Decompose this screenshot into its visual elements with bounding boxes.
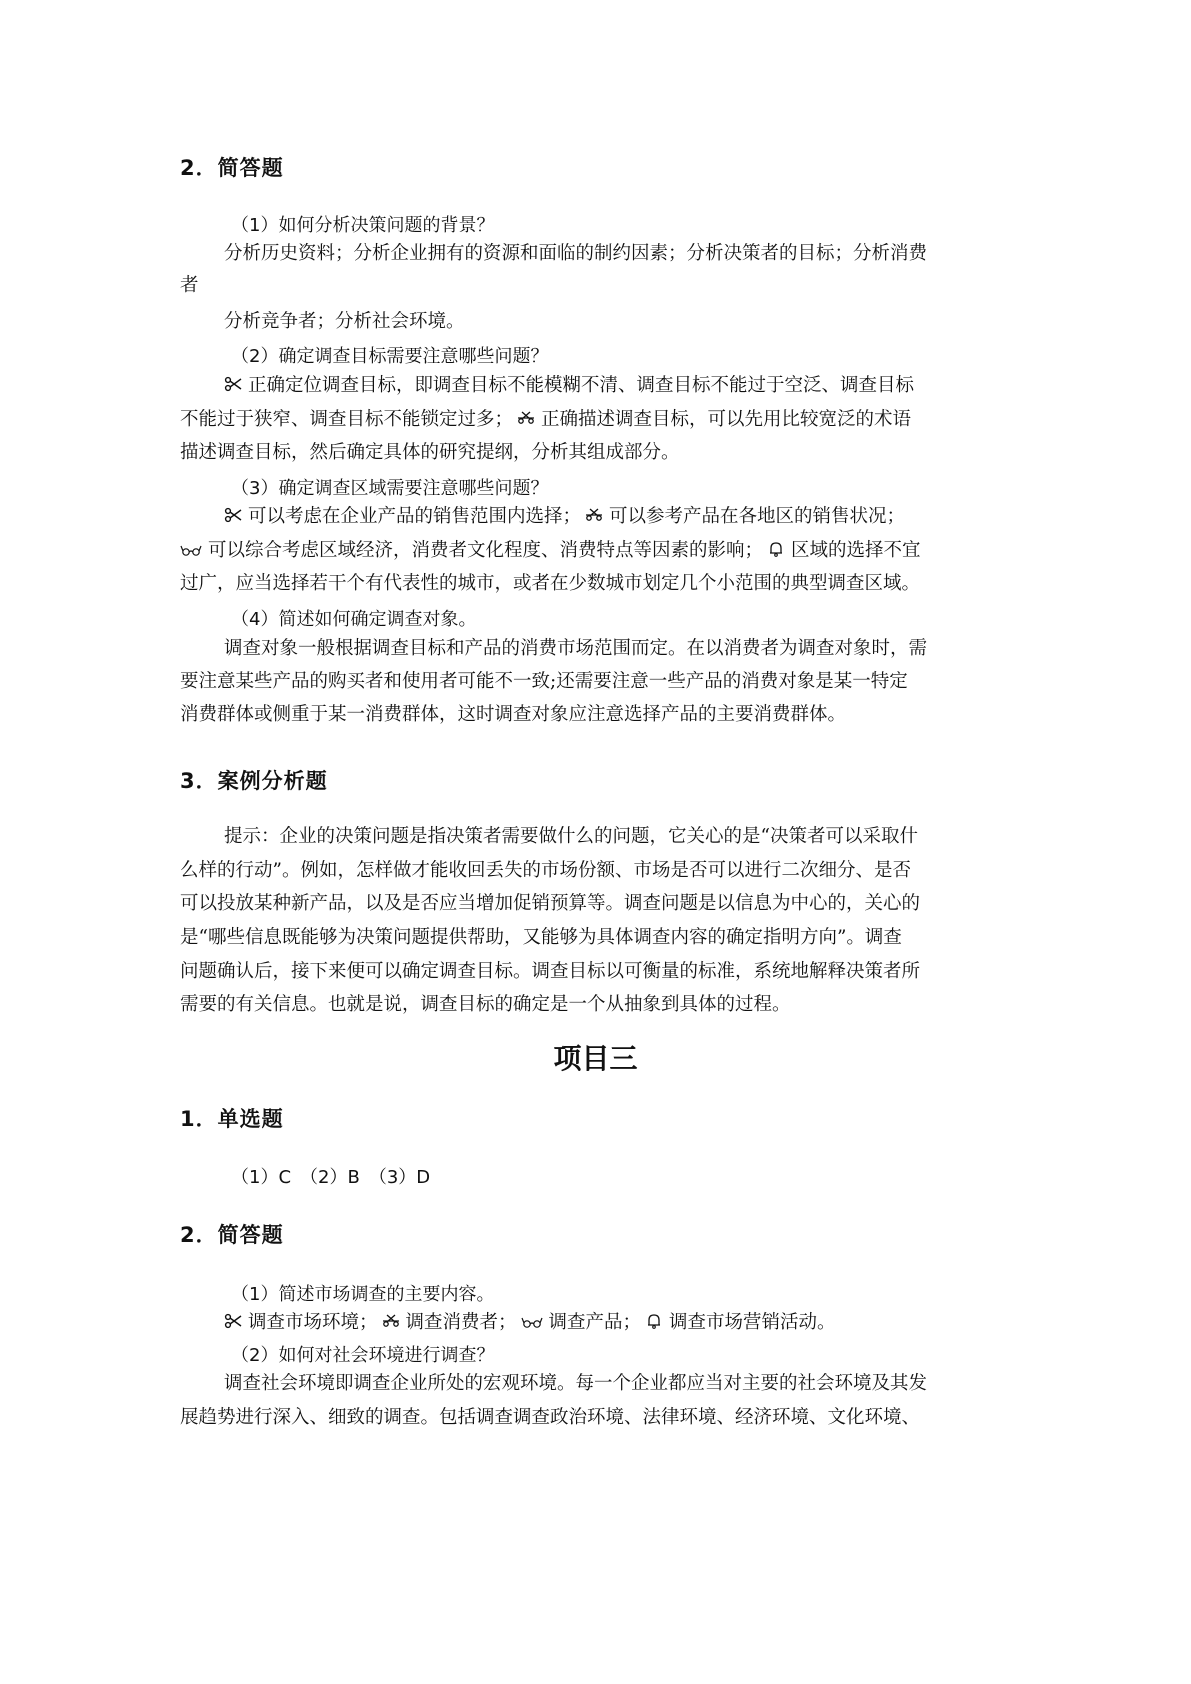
- answer-2-line-3: 描述调查目标，然后确定具体的研究提纲，分析其组成部分。: [180, 442, 680, 463]
- project-answer-1a: 调查市场环境；: [248, 1312, 378, 1333]
- answer-3-line-1: [180, 500, 1016, 534]
- answer-3-line-3: 过广，应当选择若干个有代表性的城市，或者在少数城市划定几个小范围的典型调查区域。: [180, 573, 921, 594]
- scissors-alt-icon: [382, 1312, 400, 1330]
- question-2: （2）确定调查目标需要注意哪些问题？: [231, 346, 549, 367]
- scissors-icon: [224, 375, 242, 393]
- project-answer-2-line-1: 调查社会环境即调查企业所处的宏观环境。每一个企业都应当对主要的社会环境及其发: [224, 1373, 928, 1394]
- project-answer-1: [180, 1306, 1016, 1340]
- answer-4-line-2: 要注意某些产品的购买者和使用者可能不一致;还需要注意一些产品的消费对象是某一特定: [180, 671, 908, 692]
- bell-icon: [767, 540, 785, 558]
- question-4: （4）简述如何确定调查对象。: [231, 609, 477, 630]
- answer-3-line-2: [180, 534, 1016, 568]
- scissors-icon: [224, 1312, 242, 1330]
- project-answer-1d: 调查市场营销活动。: [669, 1312, 836, 1333]
- answer-4-line-3: 消费群体或侧重于某一消费群体，这时调查对象应注意选择产品的主要消费群体。: [180, 704, 847, 725]
- answer-2-text-1: 正确定位调查目标，即调查目标不能模糊不清、调查目标不能过于空泛、调查目标: [248, 375, 915, 396]
- question-1: （1）如何分析决策问题的背景？: [231, 215, 495, 236]
- case-line-3: 可以投放某种新产品，以及是否应当增加促销预算等。调查问题是以信息为中心的，关心的: [180, 893, 921, 914]
- answer-3-text-1b: 可以参考产品在各地区的销售状况；: [609, 506, 906, 527]
- case-line-6: 需要的有关信息。也就是说，调查目标的确定是一个从抽象到具体的过程。: [180, 994, 791, 1015]
- bell-icon: [645, 1312, 663, 1330]
- glasses-icon: [180, 540, 202, 558]
- answer-3-text-1a: 可以考虑在企业产品的销售范围内选择；: [248, 506, 582, 527]
- section-heading-case-analysis: 3．案例分析题: [180, 769, 328, 793]
- project-question-1: （1）简述市场调查的主要内容。: [231, 1284, 495, 1305]
- answer-3-text-2a: 可以综合考虑区域经济，消费者文化程度、消费特点等因素的影响；: [208, 540, 764, 561]
- case-line-1: 提示：企业的决策问题是指决策者需要做什么的问题，它关心的是“决策者可以采取什: [224, 826, 918, 847]
- section-heading-short-answer: 2．简答题: [180, 156, 284, 180]
- section-heading-multiple-choice: 1．单选题: [180, 1107, 284, 1131]
- project-question-2: （2）如何对社会环境进行调查？: [231, 1345, 495, 1366]
- multiple-choice-answers: （1）C （2）B （3）D: [231, 1167, 431, 1188]
- project-answer-1c: 调查产品；: [548, 1312, 642, 1333]
- scissors-alt-icon: [585, 506, 603, 524]
- section-heading-short-answer-2: 2．简答题: [180, 1223, 284, 1247]
- scissors-icon: [224, 506, 242, 524]
- case-line-4: 是“哪些信息既能够为决策问题提供帮助，又能够为具体调查内容的确定指明方向”。调查: [180, 927, 902, 948]
- case-line-2: 么样的行动”。例如，怎样做才能收回丢失的市场份额、市场是否可以进行二次细分、是否: [180, 860, 911, 881]
- answer-3-text-2b: 区域的选择不宜: [791, 540, 921, 561]
- answer-4-line-1: 调查对象一般根据调查目标和产品的消费市场范围而定。在以消费者为调查对象时，需: [224, 638, 928, 659]
- scissors-alt-icon: [517, 409, 535, 427]
- answer-1-line-1: 分析历史资料；分析企业拥有的资源和面临的制约因素；分析决策者的目标；分析消费: [224, 243, 928, 264]
- answer-1-line-2: 者: [180, 275, 199, 296]
- project-title: 项目三: [553, 1042, 638, 1075]
- project-answer-2-line-2: 展趋势进行深入、细致的调查。包括调查调查政治环境、法律环境、经济环境、文化环境、: [180, 1407, 921, 1428]
- project-answer-1b: 调查消费者；: [405, 1312, 517, 1333]
- case-line-5: 问题确认后，接下来便可以确定调查目标。调查目标以可衡量的标准，系统地解释决策者所: [180, 961, 921, 982]
- glasses-icon: [521, 1312, 543, 1330]
- answer-1-line-3: 分析竞争者；分析社会环境。: [224, 311, 465, 332]
- answer-2-text-2b: 正确描述调查目标，可以先用比较宽泛的术语: [541, 409, 912, 430]
- answer-2-text-2a: 不能过于狭窄、调查目标不能锁定过多；: [180, 409, 514, 430]
- answer-2-line-1: [180, 369, 1016, 403]
- question-3: （3）确定调查区域需要注意哪些问题？: [231, 478, 549, 499]
- answer-2-line-2: [180, 403, 1016, 437]
